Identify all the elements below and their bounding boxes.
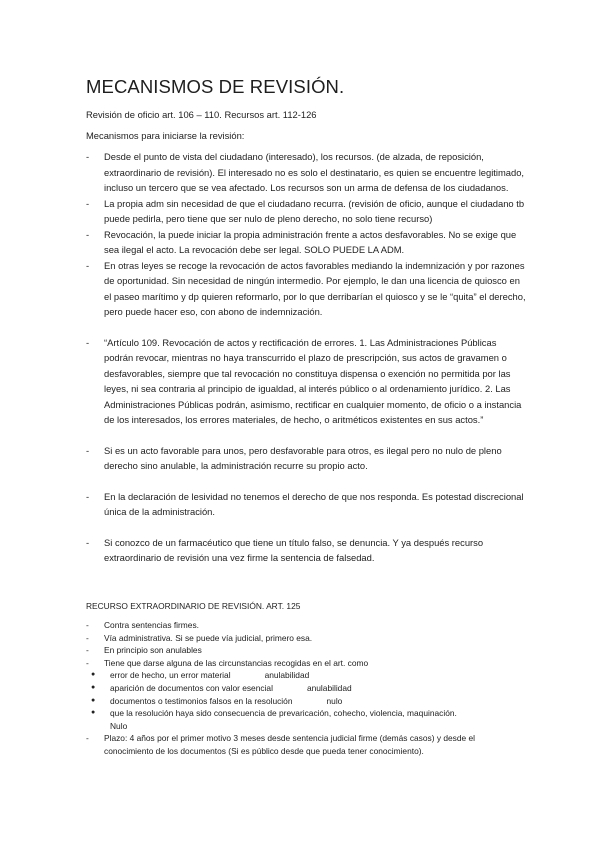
dash-bullet: - <box>86 645 89 656</box>
circumstance-result: nulo <box>326 695 343 706</box>
list-item: - Si conozco de un farmacéutico que tiene un título falso, se denuncia. Y ya después recurso extraordinario de revisión una vez firme la sentencia de falsedad. <box>86 536 484 563</box>
list-item: - En principio son anulables <box>86 645 202 656</box>
circumstance-result: anulabilidad <box>264 670 310 681</box>
list-item: - Si es un acto favorable para unos, pero desfavorable para otros, es ilegal pero no nulo de pleno derecho sino anulable, la administración recurre su propio acto. <box>86 444 502 471</box>
list-item: - Revocación, la puede iniciar la propia administración frente a actos desfavorables. No se exige que sea ilegal el acto. La revocación debe ser legal. SOLO PUEDE LA ADM. <box>86 228 517 255</box>
mechanisms-list <box>86 149 526 566</box>
circumstance-item: ● que la resolución haya sido consecuencia de prevaricación, cohecho, violencia, maquinación. Nulo <box>91 708 457 731</box>
dash-bullet: - <box>86 444 90 456</box>
dash-bullet: - <box>86 228 90 240</box>
dot-bullet: ● <box>91 696 96 704</box>
section-heading: RECURSO EXTRAORDINARIO DE REVISIÓN. ART. 125 <box>86 601 301 611</box>
list-item: - En la declaración de lesividad no tenemos el derecho de que nos responda. Es potestad discrecional única de la administración. <box>86 490 524 517</box>
list-item: - Contra sentencias firmes. <box>86 620 199 630</box>
list-item: - En otras leyes se recoge la revocación de actos favorables mediando la indemnización y por razones de oportunidad. Sin necesidad de ningún intermedio. Por ejemplo, le dan una licencia de quiosco en el paseo marítimo y dp quieren reformarlo, por lo que derribarían el quiosco y se le “quita” el derecho, pero puede hacer eso, con abono de indemnización. <box>86 259 526 317</box>
circumstance-result: anulabilidad <box>306 682 352 693</box>
dash-bullet: - <box>86 733 89 744</box>
dash-bullet: - <box>86 657 89 668</box>
dash-bullet: - <box>86 259 90 271</box>
list-item: - Vía administrativa. Si se puede vía judicial, primero esa. <box>86 632 313 643</box>
intro-text: Mecanismos para iniciarse la revisión: <box>86 130 245 141</box>
list-item: - Tiene que darse alguna de las circunstancias recogidas en el art. como <box>86 657 369 668</box>
list-item: - La propia adm sin necesidad de que el ciudadano recurra. (revisión de oficio, aunque el ciudadano tb puede pedirla, pero tiene que ser nulo de pleno derecho, no solo tiene recurso) <box>86 197 525 224</box>
recurso-list <box>86 619 526 758</box>
dash-bullet: - <box>86 536 90 548</box>
subtitle: Revisión de oficio art. 106 – 110. Recursos art. 112-126 <box>86 109 317 120</box>
list-item-quote: - “Artículo 109. Revocación de actos y rectificación de errores. 1. Las Administraciones Públicas podrán revocar, mientras no haya transcurrido el plazo de prescripción, sus actos de gravamen o desfavorables, siempre que tal revocación no constituya dispensa o exención no permitida por las leyes, ni sea contraria al principio de igualdad, al interés público o al ordenamiento jurídico. 2. Las Administraciones Públicas podrán, asimismo, rectificar en cualquier momento, de oficio o a instancia de los interesados, los errores materiales, de hecho, o aritméticos existentes en sus actos.” <box>86 336 522 425</box>
dash-bullet: - <box>86 151 90 162</box>
circumstance-item: ● aparición de documentos con valor esencial anulabilidad <box>91 682 352 693</box>
dash-bullet: - <box>86 490 90 502</box>
circumstance-result: Nulo <box>110 720 128 731</box>
dash-bullet: - <box>86 620 89 630</box>
list-item: - Desde el punto de vista del ciudadano (interesado), los recursos. (de alzada, de reposición, extraordinario de revisión). El interesado no es solo el destinatario, es quien se encuentre legitimado, incluso un tercero que se vea afectado. Los recursos son un arma de defensa de los ciudadanos. <box>86 151 525 193</box>
dash-bullet: - <box>86 197 90 209</box>
circumstance-item: ● documentos o testimonios falsos en la resolución nulo <box>91 695 343 706</box>
dash-bullet: - <box>86 632 89 643</box>
page-title: MECANISMOS DE REVISIÓN. <box>86 76 345 97</box>
list-item-plazo: - Plazo: 4 años por el primer motivo 3 meses desde sentencia judicial firme (demás casos) y desde el conocimiento de los documentos (Si es público desde que pueda tener conocimiento). <box>86 733 475 756</box>
dot-bullet: ● <box>91 671 96 679</box>
dash-bullet: - <box>86 336 90 348</box>
circumstance-item: ● error de hecho, un error material anulabilidad <box>91 670 310 681</box>
dot-bullet: ● <box>91 709 96 717</box>
dot-bullet: ● <box>91 683 96 691</box>
